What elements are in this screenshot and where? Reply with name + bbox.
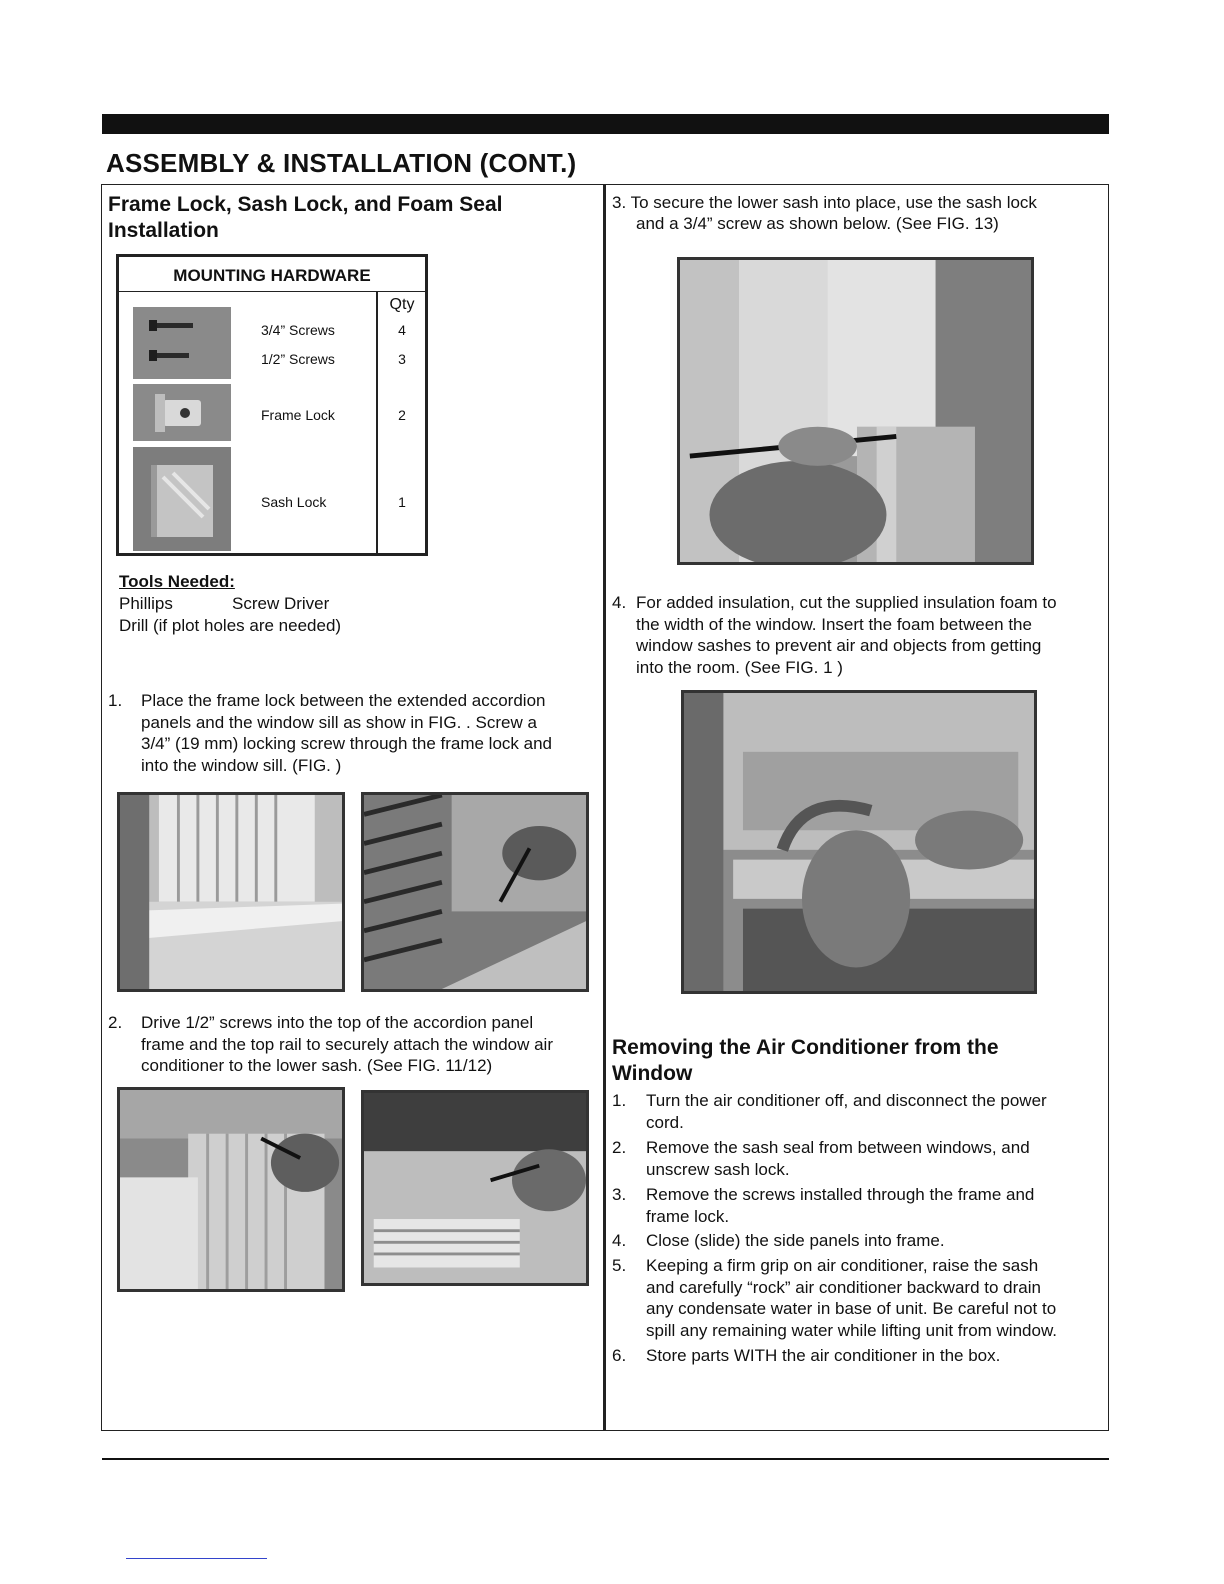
- removal-step-3-number: 3.: [612, 1185, 627, 1204]
- photo-window-sill: [117, 792, 345, 992]
- removal-step-1-text: [646, 1090, 1047, 1133]
- removal-step-line: Close (slide) the side panels into frame.: [646, 1231, 945, 1250]
- removal-step-line: Remove the sash seal from between windows, and: [646, 1138, 1030, 1157]
- step-4-line: window sashes to prevent air and objects from getting: [636, 636, 1042, 655]
- screws-thumbnail: [133, 307, 231, 379]
- step-2-line: conditioner to the lower sash. (See FIG. 11/12): [141, 1056, 493, 1075]
- removal-step-line: Remove the screws installed through the frame and: [646, 1185, 1035, 1204]
- removal-step-line: Turn the air conditioner off, and disconnect the power: [646, 1091, 1047, 1110]
- removal-step-2-text: [646, 1137, 1030, 1180]
- footer-rule: [102, 1458, 1109, 1460]
- foam-seal-image: [684, 693, 1034, 991]
- tools-drill: Drill (if plot holes are needed): [119, 616, 342, 635]
- photo-accordion-panel-screw: [117, 1087, 345, 1292]
- step-2-line: frame and the top rail to securely attach the window air: [141, 1034, 553, 1054]
- removal-step-line: frame lock.: [646, 1206, 730, 1226]
- accordion-panel-image: [120, 1090, 342, 1289]
- tools-phillips: Phillips: [119, 594, 173, 613]
- tools-screw-driver: Screw Driver: [232, 594, 330, 613]
- removal-step-3-text: [646, 1184, 1034, 1227]
- sash-lock-icon: [133, 447, 231, 551]
- qty-header: Qty: [389, 296, 415, 313]
- step-1-text: [141, 690, 552, 776]
- photo-top-rail-screw: [361, 1090, 589, 1286]
- step-4-line: into the room. (See FIG. 1 ): [636, 657, 843, 677]
- hardware-label-frame-lock: Frame Lock: [261, 407, 335, 423]
- column-divider: [603, 184, 606, 1431]
- step-4-text: [636, 592, 1057, 678]
- removal-step-line: spill any remaining water while lifting unit from window.: [646, 1320, 1058, 1340]
- hardware-qty-frame-lock: 2: [398, 407, 406, 423]
- removal-step-line: any condensate water in base of unit. Be careful not to: [646, 1299, 1057, 1318]
- step-1-line: into the window sill. (FIG. ): [141, 755, 342, 775]
- footer-link-underline: [126, 1558, 267, 1559]
- removal-step-1-number: 1.: [612, 1091, 627, 1110]
- hardware-table-title: MOUNTING HARDWARE: [119, 257, 425, 292]
- sash-lock-thumbnail: [133, 447, 231, 551]
- step-4-number: 4.: [612, 593, 627, 612]
- top-rail-image: [364, 1093, 586, 1283]
- step-4-line: For added insulation, cut the supplied insulation foam to: [636, 593, 1057, 612]
- section-title: [108, 192, 502, 244]
- step-1-number: 1.: [108, 691, 123, 710]
- step-3-line-2: and a 3/4” screw as shown below. (See FIG. 13): [636, 214, 999, 233]
- step-2-line: Drive 1/2” screws into the top of the accordion panel: [141, 1013, 534, 1032]
- step-2-number: 2.: [108, 1013, 123, 1032]
- removal-step-5-text: [646, 1255, 1057, 1341]
- hardware-qty-3-4-screws: 4: [398, 322, 406, 338]
- sash-lock-install-image: [680, 260, 1031, 562]
- section-title-line-1: Frame Lock, Sash Lock, and Foam Seal: [108, 193, 503, 216]
- removal-title-line-1: Removing the Air Conditioner from the: [612, 1036, 999, 1059]
- removal-step-6-number: 6.: [612, 1346, 627, 1365]
- removal-step-4-text: [646, 1230, 945, 1252]
- window-sill-image: [120, 795, 342, 989]
- step-4-line: the width of the window. Insert the foam between the: [636, 614, 1032, 634]
- step-1-line: 3/4” (19 mm) locking screw through the frame lock and: [141, 734, 553, 753]
- hardware-label-3-4-screws: 3/4” Screws: [261, 322, 335, 338]
- frame-lock-icon: [133, 384, 231, 441]
- removal-step-2-number: 2.: [612, 1138, 627, 1157]
- tools-needed-heading: Tools Needed:: [119, 572, 235, 591]
- photo-sash-lock-install: [677, 257, 1034, 565]
- removal-step-5-number: 5.: [612, 1256, 627, 1275]
- removal-step-line: Keeping a firm grip on air conditioner, raise the sash: [646, 1256, 1039, 1275]
- removal-title-line-2: Window: [612, 1062, 693, 1085]
- frame-lock-thumbnail: [133, 384, 231, 441]
- hardware-label-sash-lock: Sash Lock: [261, 494, 327, 510]
- screw-frame-lock-image: [364, 795, 586, 989]
- step-2-text: [141, 1012, 553, 1077]
- removal-step-4-number: 4.: [612, 1231, 627, 1250]
- hardware-qty-sash-lock: 1: [398, 494, 406, 510]
- photo-screw-frame-lock: [361, 792, 589, 992]
- page-title: ASSEMBLY & INSTALLATION (CONT.): [106, 148, 577, 178]
- step-3-line-1: 3. To secure the lower sash into place, use the sash lock: [612, 193, 1037, 212]
- removal-section-title: [612, 1035, 999, 1087]
- mounting-hardware-table: [116, 254, 428, 556]
- removal-step-line: cord.: [646, 1112, 684, 1132]
- section-title-line-2: Installation: [108, 219, 219, 242]
- hardware-qty-1-2-screws: 3: [398, 351, 406, 367]
- header-bar: [102, 114, 1109, 134]
- screws-icon: [133, 307, 231, 379]
- removal-step-6-text: [646, 1345, 1000, 1367]
- step-1-line: Place the frame lock between the extended accordion: [141, 691, 546, 710]
- removal-step-line: Store parts WITH the air conditioner in the box.: [646, 1346, 1001, 1365]
- removal-step-line: unscrew sash lock.: [646, 1159, 790, 1179]
- photo-foam-seal: [681, 690, 1037, 994]
- hardware-label-1-2-screws: 1/2” Screws: [261, 351, 335, 367]
- removal-step-line: and carefully “rock” air conditioner backward to drain: [646, 1277, 1041, 1297]
- step-1-line: panels and the window sill as show in FIG. . Screw a: [141, 712, 537, 732]
